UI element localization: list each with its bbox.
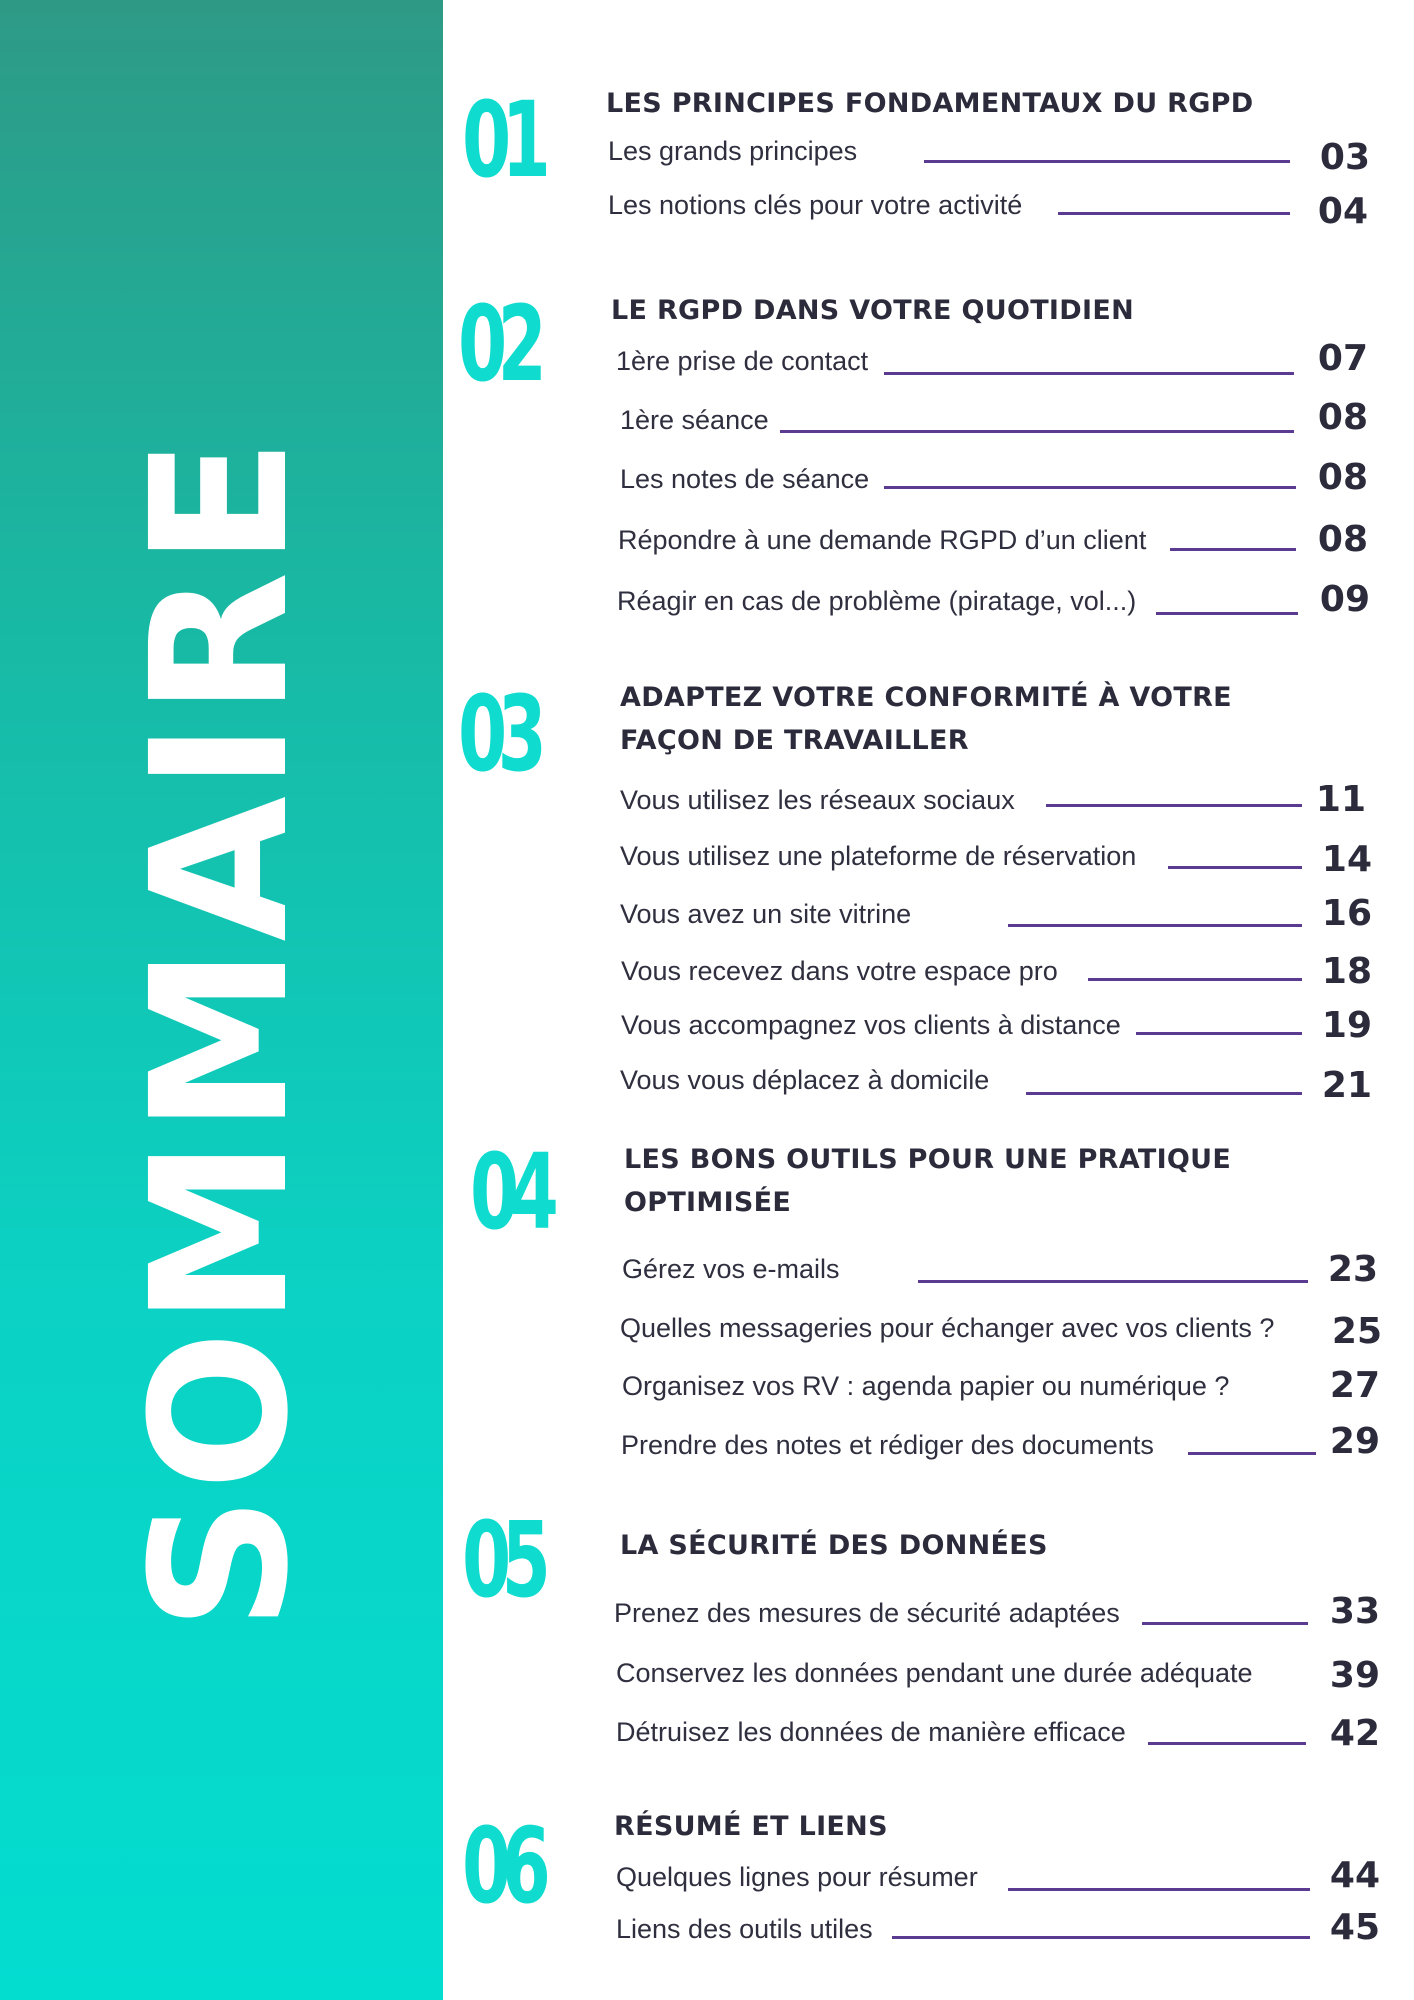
- toc-entry-label[interactable]: Vous vous déplacez à domicile: [620, 1065, 990, 1095]
- toc-entry-label[interactable]: Vous avez un site vitrine: [620, 899, 912, 929]
- page-number: 21: [1321, 1065, 1372, 1106]
- page-number: 27: [1329, 1365, 1380, 1406]
- section-heading: LES BONS OUTILS POUR UNE PRATIQUE OPTIMISÉE: [624, 1144, 1232, 1218]
- toc-entry-label[interactable]: Prendre des notes et rédiger des documents: [621, 1430, 1154, 1460]
- page-number: 09: [1319, 579, 1370, 620]
- page-number: 33: [1329, 1591, 1380, 1632]
- section-number: 06: [462, 1805, 542, 1927]
- toc-entry-label[interactable]: Vous utilisez les réseaux sociaux: [620, 785, 1015, 815]
- toc-entry-label[interactable]: Gérez vos e-mails: [622, 1254, 840, 1284]
- leader-line: [918, 1280, 1308, 1283]
- toc-entry-label[interactable]: Vous accompagnez vos clients à distance: [621, 1010, 1121, 1040]
- toc-entry-label[interactable]: Prenez des mesures de sécurité adaptées: [614, 1598, 1120, 1628]
- page-number: 29: [1329, 1421, 1380, 1462]
- leader-line: [1008, 924, 1302, 927]
- page-number: 08: [1317, 397, 1368, 438]
- page-number: 25: [1331, 1311, 1382, 1352]
- toc-entry-label[interactable]: Les notes de séance: [620, 464, 870, 494]
- toc-entry-label[interactable]: 1ère prise de contact: [616, 346, 869, 376]
- section-number: 05: [462, 1499, 542, 1621]
- leader-line: [924, 160, 1290, 163]
- toc-entry-label[interactable]: Vous recevez dans votre espace pro: [621, 956, 1058, 986]
- leader-line: [884, 372, 1294, 375]
- leader-line: [884, 486, 1296, 489]
- page-number: 18: [1321, 951, 1372, 992]
- toc-entry-label[interactable]: Vous utilisez une plateforme de réservation: [620, 841, 1137, 871]
- page-number: 42: [1329, 1713, 1380, 1754]
- toc-entry-label[interactable]: Réagir en cas de problème (piratage, vol...): [617, 586, 1137, 616]
- page-number: 39: [1329, 1655, 1380, 1696]
- toc-entry-label[interactable]: Les notions clés pour votre activité: [608, 190, 1023, 220]
- leader-line: [1136, 1032, 1302, 1035]
- leader-line: [780, 430, 1294, 433]
- page-number: 44: [1329, 1855, 1380, 1896]
- page-number: 45: [1329, 1907, 1380, 1948]
- toc-entry-label[interactable]: Organisez vos RV : agenda papier ou numérique ?: [622, 1371, 1230, 1401]
- section-number: 02: [458, 283, 538, 405]
- page-number: 07: [1317, 338, 1368, 379]
- leader-line: [1142, 1622, 1308, 1625]
- page-number: 19: [1321, 1005, 1372, 1046]
- sidebar-title: SOMMAIRE: [111, 432, 330, 1632]
- toc-entry-label[interactable]: Conservez les données pendant une durée adéquate: [616, 1658, 1253, 1688]
- leader-line: [1148, 1742, 1306, 1745]
- leader-line: [1046, 804, 1302, 807]
- leader-line: [1008, 1888, 1310, 1891]
- page-number: 03: [1319, 137, 1370, 178]
- leader-line: [1156, 612, 1298, 615]
- leader-line: [892, 1936, 1310, 1939]
- toc-entry-label[interactable]: Quelles messageries pour échanger avec vos clients ?: [620, 1313, 1275, 1343]
- section-number: 03: [458, 673, 538, 795]
- section-heading: LE RGPD DANS VOTRE QUOTIDIEN: [611, 295, 1134, 326]
- page-number: 16: [1321, 893, 1372, 934]
- page-number: 08: [1317, 519, 1368, 560]
- leader-line: [1058, 212, 1290, 215]
- section-number: 04: [470, 1131, 550, 1253]
- toc-entry-label[interactable]: Les grands principes: [608, 136, 858, 166]
- section-number: 01: [462, 79, 542, 201]
- page-number: 08: [1317, 457, 1368, 498]
- page-number: 23: [1327, 1249, 1378, 1290]
- toc-entry-label[interactable]: Liens des outils utiles: [616, 1914, 873, 1944]
- leader-line: [1026, 1092, 1302, 1095]
- page-number: 11: [1315, 779, 1366, 820]
- sidebar-panel: [0, 0, 443, 2000]
- leader-line: [1088, 978, 1302, 981]
- toc-entry-label[interactable]: Détruisez les données de manière efficace: [616, 1717, 1126, 1747]
- toc-entry-label[interactable]: Quelques lignes pour résumer: [616, 1862, 978, 1892]
- section-heading: LA SÉCURITÉ DES DONNÉES: [620, 1530, 1048, 1561]
- section-heading: RÉSUMÉ ET LIENS: [614, 1811, 888, 1842]
- page-number: 04: [1317, 191, 1368, 232]
- page-number: 14: [1321, 839, 1372, 880]
- toc-entry-label[interactable]: Répondre à une demande RGPD d’un client: [618, 525, 1147, 555]
- toc-entry-label[interactable]: 1ère séance: [620, 405, 769, 435]
- section-heading: LES PRINCIPES FONDAMENTAUX DU RGPD: [606, 88, 1254, 119]
- section-heading: ADAPTEZ VOTRE CONFORMITÉ À VOTRE FAÇON DE TRAVAILLER: [620, 682, 1232, 756]
